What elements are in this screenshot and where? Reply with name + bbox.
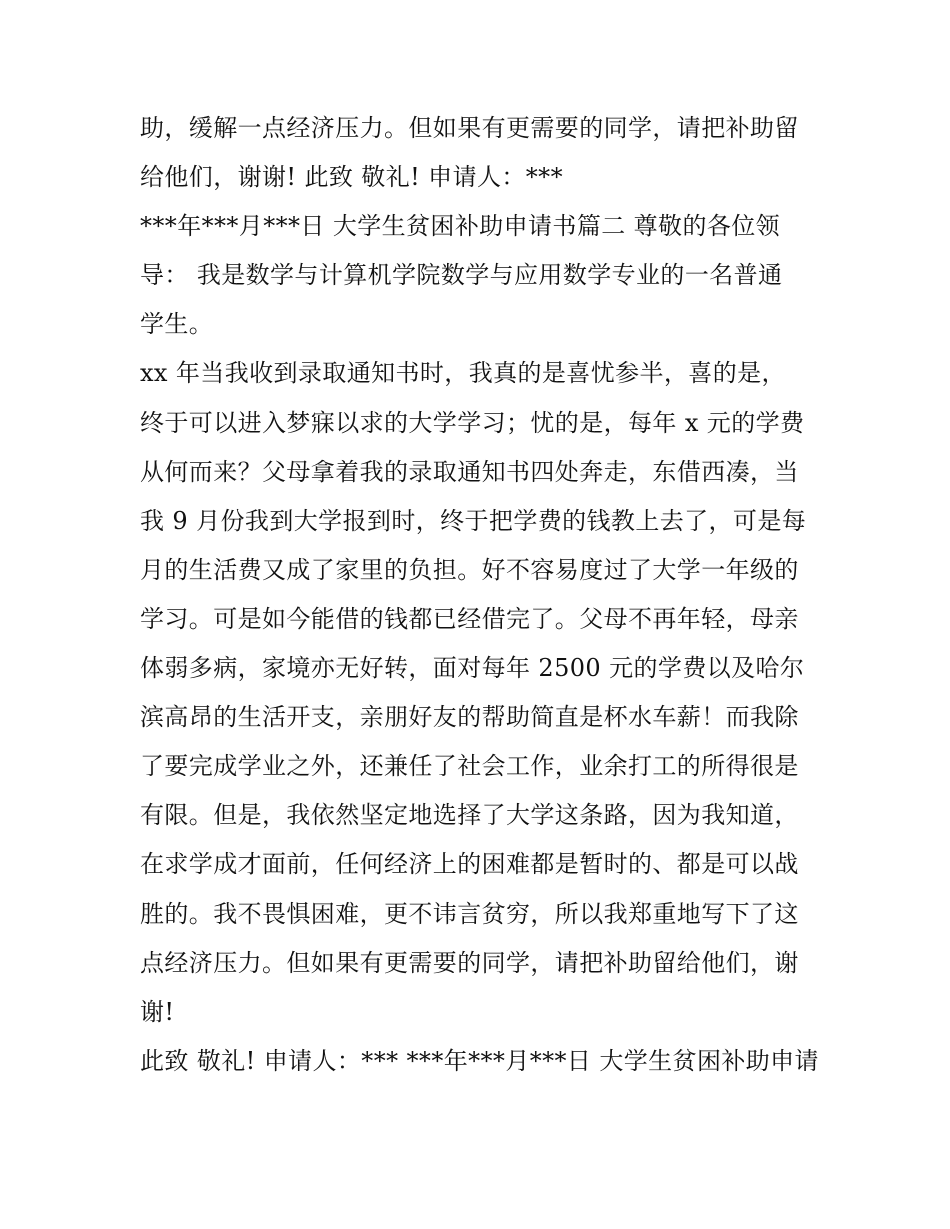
- text-line: ***年***月***日 大学生贫困补助申请书篇二 尊敬的各位领: [140, 212, 781, 241]
- text-line: 在求学成才面前，任何经济上的困难都是暂时的、都是可以战: [140, 850, 799, 879]
- text-line: 学生。: [140, 310, 214, 339]
- text-line: 学习。可是如今能借的钱都已经借完了。父母不再年轻，母亲: [140, 604, 799, 633]
- text-line: 助，缓解一点经济压力。但如果有更需要的同学，请把补助留: [140, 114, 799, 142]
- text-line: 滨高昂的生活开支，亲朋好友的帮助简直是杯水车薪！而我除: [140, 703, 799, 732]
- text-line: 有限。但是，我依然坚定地选择了大学这条路，因为我知道，: [140, 801, 799, 830]
- body-text: [140, 104, 820, 1086]
- text-line: 谢!: [140, 997, 175, 1026]
- text-line: 我 9 月份我到大学报到时，终于把学费的钱教上去了，可是每: [140, 506, 807, 535]
- text-line: 点经济压力。但如果有更需要的同学，请把补助留给他们，谢: [140, 948, 799, 977]
- text-line: xx 年当我收到录取通知书时，我真的是喜忧参半，喜的是，: [140, 359, 786, 388]
- text-line: 导： 我是数学与计算机学院数学与应用数学专业的一名普通: [140, 261, 783, 290]
- text-line: 终于可以进入梦寐以求的大学学习；忧的是，每年 x 元的学费: [140, 408, 805, 437]
- text-line: 胜的。我不畏惧困难，更不讳言贫穷，所以我郑重地写下了这: [140, 899, 799, 928]
- text-line: 了要完成学业之外，还兼任了社会工作，业余打工的所得很是: [140, 752, 799, 781]
- text-line: 月的生活费又成了家里的负担。好不容易度过了大学一年级的: [140, 555, 799, 584]
- text-line: 体弱多病，家境亦无好转，面对每年 2500 元的学费以及哈尔: [140, 654, 805, 683]
- text-line: 给他们，谢谢! 此致 敬礼! 申请人：***: [140, 163, 563, 192]
- text-line: 此致 敬礼! 申请人：*** ***年***月***日 大学生贫困补助申请: [140, 1046, 819, 1075]
- text-line: 从何而来？父母拿着我的录取通知书四处奔走，东借西凑，当: [140, 457, 799, 486]
